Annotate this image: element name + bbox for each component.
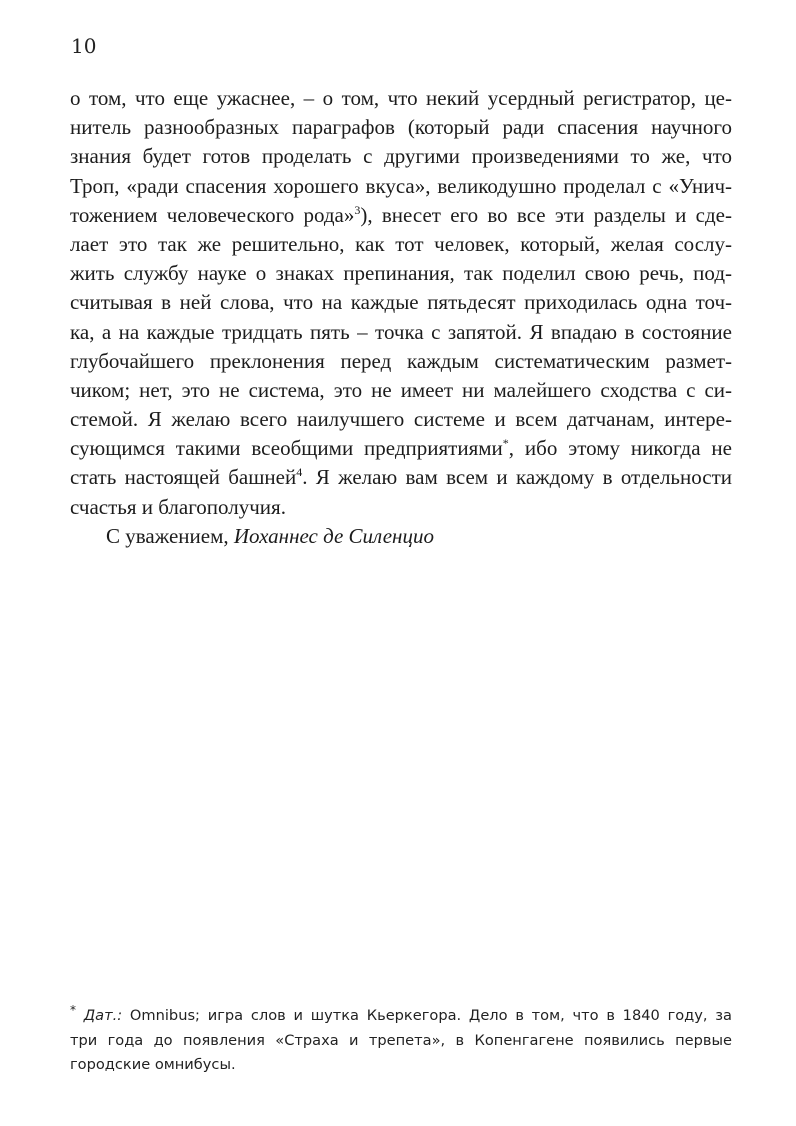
footnote-line: городские омнибусы.: [70, 1056, 236, 1073]
text-line: счастья и благополучия.: [70, 494, 286, 519]
text-line: считывая в ней слова, что на каждые пятьдесят приходилась одна точ-: [70, 290, 732, 315]
text-line: чиком; нет, это не система, это не имеет ни малейшего сходства с си-: [70, 377, 732, 402]
text-line: нитель разнообразных параграфов (который ради спасения научного: [70, 115, 732, 140]
footnote-ref-3: 3: [354, 202, 361, 217]
footnote-ref-asterisk: *: [502, 436, 509, 451]
text-fragment: , ибо этому никогда не: [508, 436, 732, 461]
footnote: [70, 1004, 732, 1078]
footnote-marker: *: [70, 1003, 76, 1018]
author-name: Иоханнес де Силенцио: [233, 523, 434, 548]
text-line: [70, 201, 732, 230]
text-line: ка, а на каждые тридцать пять – точка с запятой. Я впадаю в состояние: [70, 319, 732, 344]
footnote-line: [70, 1004, 732, 1029]
signoff: [70, 522, 732, 551]
text-line: [70, 463, 732, 492]
text-line: лает это так же решительно, как тот человек, который, желая сослу-: [70, 231, 732, 256]
footnote-line: три года до появления «Страха и трепета», в Копенгагене появились первые: [70, 1031, 732, 1049]
text-line: [70, 434, 732, 463]
text-fragment: сующимся такими всеобщими предприятиями: [70, 436, 503, 461]
page-number: 10: [71, 34, 97, 58]
footnote-ref-4: 4: [296, 465, 303, 480]
main-text: [70, 84, 732, 551]
text-line: глубочайшего преклонения перед каждым систематическим размет-: [70, 348, 732, 373]
text-fragment: ), внесет его во все эти разделы и сде-: [360, 202, 732, 227]
text-line: знания будет готов проделать с другими произведениями то же, что: [70, 144, 732, 169]
text-line: жить службу науке о знаках препинания, так поделил свою речь, под-: [70, 261, 732, 286]
text-line: о том, что еще ужаснее, – о том, что некий усердный регистратор, це-: [70, 86, 732, 110]
text-fragment: стать настоящей башней: [70, 465, 297, 490]
footnote-text: Omnibus; игра слов и шутка Кьеркегора. Дело в том, что в 1840 году, за: [122, 1007, 733, 1024]
text-fragment: тожением человеческого рода»: [70, 202, 355, 227]
text-line: стемой. Я желаю всего наилучшего системе и всем датчанам, интере-: [70, 407, 732, 432]
text-line: Троп, «ради спасения хорошего вкуса», великодушно проделал с «Унич-: [70, 173, 732, 198]
footnote-label: Дат.:: [83, 1007, 123, 1024]
text-fragment: . Я желаю вам всем и каждому в отдельности: [302, 465, 733, 490]
signoff-prefix: С уважением,: [106, 523, 234, 548]
